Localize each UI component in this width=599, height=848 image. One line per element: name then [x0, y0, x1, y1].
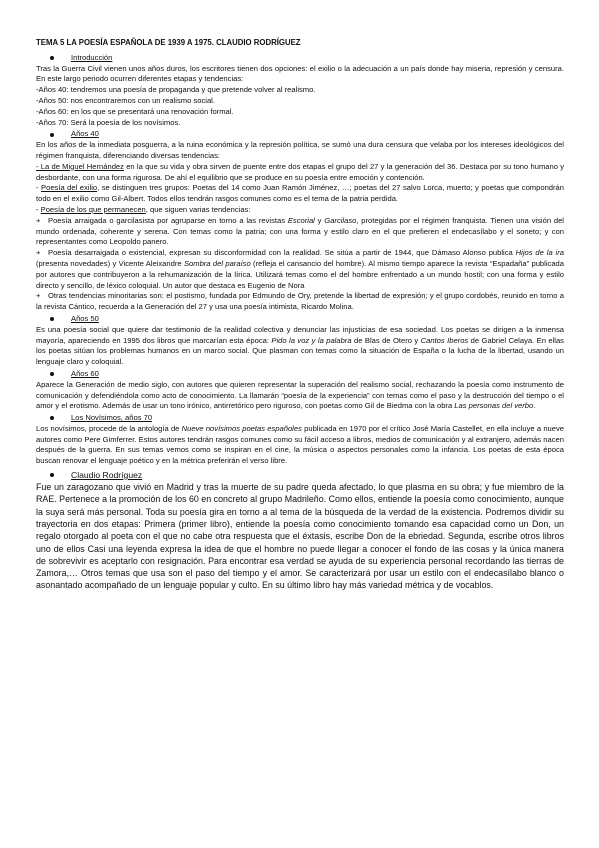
section-label: Años 60 [71, 368, 99, 378]
section-heading-claudio-rodriguez [50, 469, 564, 481]
tendencia-arraigada [36, 216, 564, 248]
permanecen-dash: - [36, 204, 41, 214]
text-run: Poesía arraigada o garcilasista por agruparse en torno a las revistas [48, 215, 288, 225]
bullet-icon [50, 56, 54, 60]
permanecen-text: , que siguen varias tendencias: [145, 204, 251, 214]
exilio-lead: Poesía del exilio [41, 183, 98, 193]
section-label: Años 40 [71, 129, 99, 139]
plus-icon: + [36, 215, 41, 225]
section-label: Los Novísimos, años 70 [71, 413, 153, 423]
exilio-text: , se distinguen tres grupos: Poetas del 14 como Juan Ramón Jiménez, …; poetas del 27 salvo Lorca, muerto; y poetas que compondrán todo en el exilio como Gil-Albert. Todos ellos tendrán rasgos comunes como es el tema de la patria perdida. [36, 183, 564, 204]
miguel-hernandez-paragraph [36, 162, 564, 184]
miguel-hernandez-text: en la que su vida y obra sirven de puente entre dos etapas el grupo del 27 y la generación del 36. Destaca por su tono humano y desbordante, con una forma rigurosa. De ahí el equilibrio que se produce en su poesía entre emoción y contención. [36, 161, 564, 182]
anos-60-paragraph [36, 380, 564, 412]
intro-item-50: -Años 50: nos encontraremos con un realismo social. [36, 95, 215, 105]
text-run: publicada en 1970 por el crítico José María Castellet, en ella incluye a nueve autores como Pere Gimferrer. Estos autores tendrán rasgos comunes como su fácil acceso a libros, medios de comunicación y al extranjero, además nacen después de la guerra. En sus temas vemos como se inspiran en el cine, la música o aspectos personales como la infancia. Los poetas de esta época buscan renovar el lenguaje poético y en la métrica preferirán el verso libre. [36, 423, 565, 466]
exilio-dash: - [36, 183, 42, 193]
italic-run: Hijos de la ira [515, 248, 564, 258]
intro-item-70: -Años 70: Será la poesía de los novísimos. [36, 117, 181, 127]
italic-run: Las personas del verbo [454, 401, 534, 411]
intro-paragraph: Tras la Guerra Civil vienen unos años duros, los escritores tienen dos opciones: el exilio o la adecuación a un país donde hay miseria, represión y censura. En este largo periodo ocurren diferentes etapas y tendencias: [36, 63, 564, 84]
anos-40-paragraph: En los años de la inmediata posguerra, a la ruina económica y la represión política, se sumó una dura censura que velaba por los intereses ideológicos del régimen franquista, diferenciando diversas tendencias: [36, 140, 564, 160]
text-run: Los novísimos, procede de la antología de [36, 423, 182, 433]
section-label: Años 50 [71, 313, 99, 323]
text-run: Aparece la Generación de medio siglo, con autores que quieren representar la superación del realismo social, rechazando la poesía como instrumento de comunicación y defendiéndola como acto de conocimiento. La llamarán “poesía de la experiencia” con temas como el paso y la destrucción del tiempo o el amor y el erotismo. Además de usar un tono irónico, antirretórico pero riguroso, con poetas como Gil de Biedma con la obra [36, 379, 564, 411]
section-heading-anos-40 [50, 129, 564, 140]
bullet-icon [50, 372, 54, 376]
intro-item-60: -Años 60: en los que se presentará una renovación formal. [36, 106, 234, 116]
claudio-rodriguez-section [36, 469, 564, 592]
bullet-icon [50, 317, 54, 321]
italic-run: Pido la voz y la palabra [271, 335, 352, 345]
italic-run: Sombra del paraíso [183, 258, 251, 268]
text-run: (refleja el cansancio del hombre). Al mismo tiempo aparece la revista “Espadaña” publicada por autores que contribuyeron a la rehumanización de la lírica. Utilizará temas como el del hombre enfrentado a un mundo hostil; con una forma y estilo directo y sencillo, de léxico coloquial. Un autor que destaca es Eugenio de Nora [36, 258, 564, 290]
document-title: TEMA 5 LA POESÍA ESPAÑOLA DE 1939 A 1975. CLAUDIO RODRÍGUEZ [36, 38, 301, 47]
italic-run: Escorial [287, 215, 315, 225]
text-run: de Blas de Otero y [351, 335, 421, 345]
text-run: Otras tendencias minoritarias son: el postismo, fundada por Edmundo de Ory, pretende la libertad de expresión; y el grupo cordobés, reunido en torno a la revista Cántico, recuerda a la Generación del 27 y usa una poesía intimista, Ricardo Molina. [36, 291, 564, 312]
section-label: Introducción [71, 52, 113, 62]
section-label: Claudio Rodríguez [71, 469, 143, 480]
text-run: , protegidas por el régimen franquista. Tienen una visión del mundo ordenada, coherente y serena. Con temas como la patria; con una forma y estilo claro en el que prefieren el endecasílabo y el soneto; y con representantes como Leopoldo panero. [36, 215, 564, 247]
text-run: Poesía desarraigada o existencial, expresan su disconformidad con la realidad. Se sitúa a partir de 1944, que Dámaso Alonso publica [48, 248, 516, 258]
bullet-icon [50, 416, 54, 420]
novisimos-paragraph [36, 424, 564, 467]
miguel-hernandez-lead: - La de Miguel Hernández [36, 161, 124, 171]
intro-item-40: -Años 40: tendremos una poesía de propaganda y que pretende volver al realismo. [36, 85, 316, 95]
italic-run: Garcilaso [324, 215, 357, 225]
tendencia-minoritaria [36, 291, 564, 313]
bullet-icon [50, 133, 54, 137]
document-page [36, 38, 564, 592]
section-heading-introduccion [50, 53, 564, 64]
tendencia-desarraigada [36, 248, 564, 291]
text-run: de Gabriel Celaya. En ellas los poetas sitúan los problemas humanos en un marco social. Que plasman con temas como la situación de España o la lucha de la libertad, usando un lenguaje claro y coloquial. [36, 335, 564, 367]
text-run: Es una poesía social que quiere dar testimonio de la realidad colectiva y denunciar las injusticias de esa sociedad. Los poetas se dirigen a la inmensa mayoría, apareciendo en 1995 dos libros que marcarían esta época: [36, 324, 564, 345]
text-run: (presenta novedades) y Vicente Aleixandre [36, 258, 184, 268]
exilio-paragraph [36, 183, 564, 205]
text-run: y [314, 215, 325, 225]
plus-icon: + [36, 248, 41, 258]
bullet-icon [50, 473, 54, 477]
section-heading-anos-60 [50, 369, 564, 380]
anos-50-paragraph [36, 325, 564, 368]
claudio-rodriguez-paragraph: Fue un zaragozano que vivió en Madrid y tras la muerte de su padre queda afectado, lo que plasma en su obra; y fue miembro de la RAE. Pertenece a la promoción de los 60 en concreto al grupo Madrileño. Como ellos, entiende la poesía como conocimiento, aunque la suya será más personal. Toda su poesía gira en torno a al tema de la búsqueda de la verdad de la existencia. Podremos dividir su trayectoria en dos etapas: Primera (primer libro), entiende la poesía como conocimiento tomando esa capacidad como un Don, un regalo otorgado al poeta con el que no cabe otra respuesta que el éxtasis, escribe Don de la ebriedad. Segunda, escribe otros libros uno de ellos Casi una leyenda expresa la idea de que el hombre no puede llegar a conocer el fondo de las cosas y la única manera de sobrevivir es aceptarlo con resignación. Para encontrar esa verdad se ayuda de su experiencia personal recordando las tierras de Zamora,… Otros temas que usa son el paso del tiempo y el amor. Se caracterizará por usar un estilo con el endecasílabo blanco o asonantado acompañado de un lenguaje popular y culto. En su último libro hay más variedad métrica y de vocablos. [36, 482, 564, 591]
italic-run: Cantos Iberos [420, 335, 469, 345]
italic-run: Nueve novísimos poetas españoles [181, 423, 302, 433]
plus-icon: + [36, 291, 41, 301]
permanecen-paragraph [36, 205, 564, 216]
section-heading-novisimos [50, 413, 564, 424]
permanecen-lead: Poesía de los que permanecen [40, 204, 146, 214]
section-heading-anos-50 [50, 314, 564, 325]
text-run: . [533, 401, 536, 411]
